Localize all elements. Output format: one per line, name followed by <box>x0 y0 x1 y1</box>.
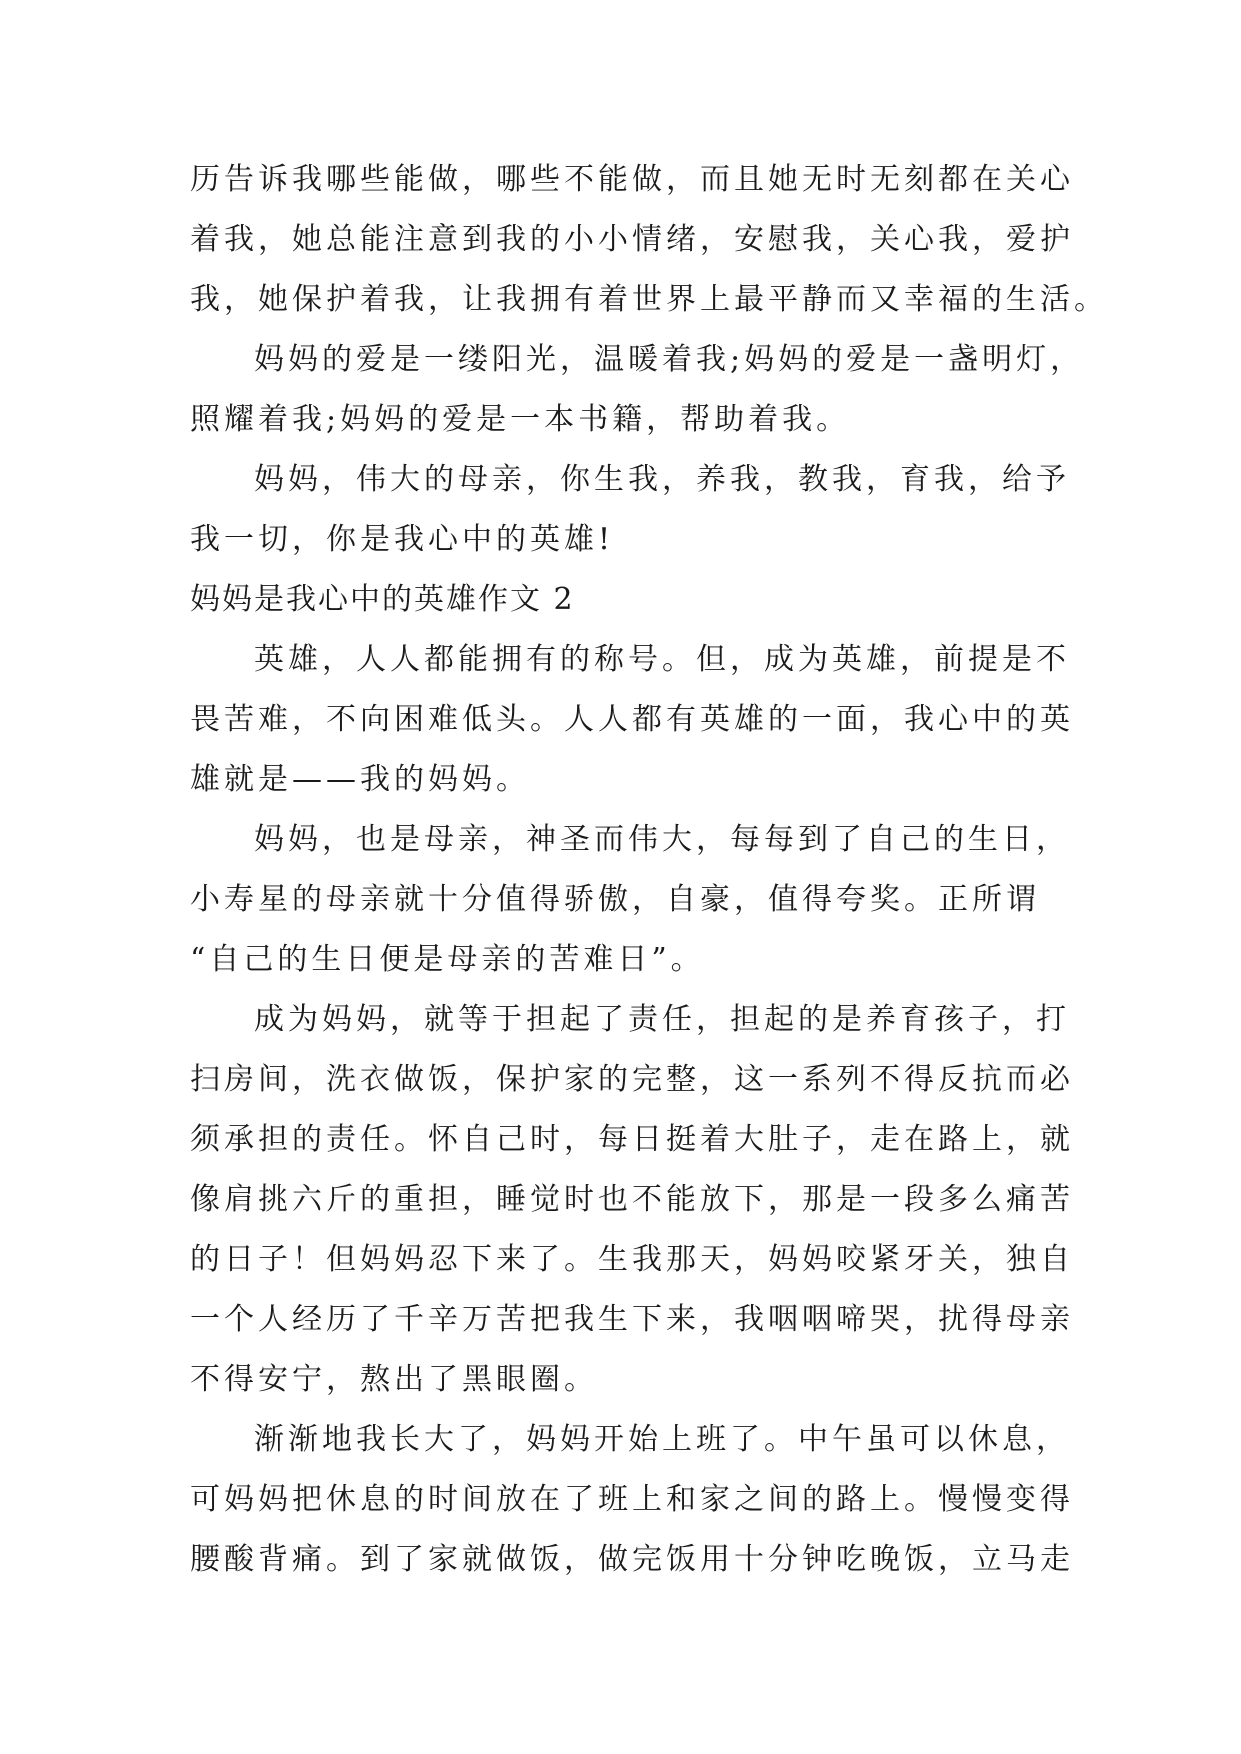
text-line: “自己的生日便是母亲的苦难日”。 <box>190 942 705 977</box>
text-line: 须承担的责任。怀自己时，每日挺着大肚子，走在路上，就 <box>190 1122 1074 1157</box>
text-line: 扫房间，洗衣做饭，保护家的完整，这一系列不得反抗而必 <box>190 1062 1074 1097</box>
text-line: 雄就是——我的妈妈。 <box>190 762 530 797</box>
text-line: 一个人经历了千辛万苦把我生下来，我咽咽啼哭，扰得母亲 <box>190 1302 1074 1337</box>
text-line: 我一切，你是我心中的英雄! <box>190 522 615 557</box>
paragraph-first-line: 英雄，人人都能拥有的称号。但，成为英雄，前提是不 <box>254 642 1070 677</box>
paragraph-first-line: 妈妈，也是母亲，神圣而伟大，每每到了自己的生日， <box>254 822 1070 857</box>
paragraph-first-line: 渐渐地我长大了，妈妈开始上班了。中午虽可以休息， <box>254 1422 1070 1457</box>
text-line: 小寿星的母亲就十分值得骄傲，自豪，值得夸奖。正所谓 <box>190 882 1040 917</box>
text-line: 照耀着我;妈妈的爱是一本书籍，帮助着我。 <box>190 402 851 437</box>
essay-title: 妈妈是我心中的英雄作文 2 <box>190 582 575 617</box>
text-line: 我，她保护着我，让我拥有着世界上最平静而又幸福的生活。 <box>190 282 1108 317</box>
text-line: 像肩挑六斤的重担，睡觉时也不能放下，那是一段多么痛苦 <box>190 1182 1074 1217</box>
text-line: 腰酸背痛。到了家就做饭，做完饭用十分钟吃晚饭，立马走 <box>190 1542 1074 1577</box>
text-line: 可妈妈把休息的时间放在了班上和家之间的路上。慢慢变得 <box>190 1482 1074 1517</box>
document-body <box>190 150 1108 1590</box>
text-line: 历告诉我哪些能做，哪些不能做，而且她无时无刻都在关心 <box>190 162 1074 197</box>
paragraph-first-line: 成为妈妈，就等于担起了责任，担起的是养育孩子，打 <box>254 1002 1070 1037</box>
text-line: 着我，她总能注意到我的小小情绪，安慰我，关心我，爱护 <box>190 222 1074 257</box>
text-line: 畏苦难，不向困难低头。人人都有英雄的一面，我心中的英 <box>190 702 1074 737</box>
text-line: 不得安宁，熬出了黑眼圈。 <box>190 1362 598 1397</box>
paragraph-first-line: 妈妈，伟大的母亲，你生我，养我，教我，育我，给予 <box>254 462 1070 497</box>
paragraph-first-line: 妈妈的爱是一缕阳光，温暖着我;妈妈的爱是一盏明灯， <box>254 342 1085 377</box>
text-line: 的日子！但妈妈忍下来了。生我那天，妈妈咬紧牙关，独自 <box>190 1242 1074 1277</box>
